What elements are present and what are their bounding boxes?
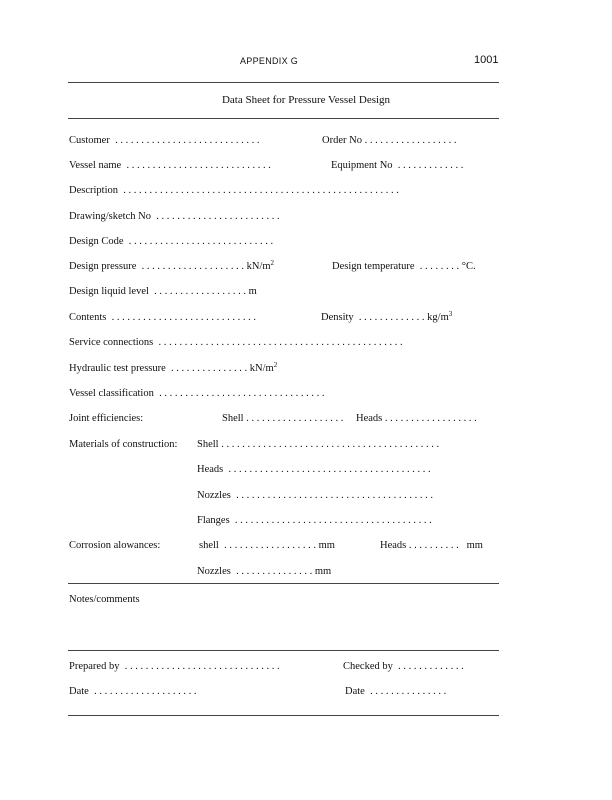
top-divider [68, 82, 499, 83]
notes-label: Notes/comments [69, 594, 140, 605]
hydraulic-test-field[interactable] [69, 363, 277, 375]
notes-divider [68, 583, 499, 584]
date-left-field[interactable]: Date . . . . . . . . . . . . . . . . . . . . [69, 686, 197, 697]
page-title: Data Sheet for Pressure Vessel Design [221, 94, 391, 106]
title-divider [68, 118, 499, 119]
contents-field[interactable]: Contents . . . . . . . . . . . . . . . . . . . . . . . . . . . . [69, 312, 256, 323]
design-pressure-text: Design pressure . . . . . . . . . . . . . . . . . . . . kN/m [69, 261, 271, 272]
customer-field[interactable]: Customer . . . . . . . . . . . . . . . . . . . . . . . . . . . . [69, 135, 260, 146]
unit-superscript: 2 [270, 259, 275, 267]
design-code-field[interactable]: Design Code . . . . . . . . . . . . . . . . . . . . . . . . . . . . [69, 236, 274, 247]
design-temperature-field[interactable]: Design temperature . . . . . . . . °C. [332, 261, 476, 272]
running-header: APPENDIX G [240, 56, 299, 66]
corrosion-shell-field[interactable]: shell . . . . . . . . . . . . . . . . . . mm [199, 540, 335, 551]
density-text: Density . . . . . . . . . . . . . kg/m [321, 312, 449, 323]
corrosion-label: Corrosion alowances: [69, 540, 161, 551]
service-connections-field[interactable]: Service connections . . . . . . . . . . . . . . . . . . . . . . . . . . . . . . . . . . . . . . . . . . . . . . . [69, 337, 403, 348]
hydraulic-text: Hydraulic test pressure . . . . . . . . . . . . . . . kN/m [69, 363, 274, 374]
material-flanges-field[interactable]: Flanges . . . . . . . . . . . . . . . . . . . . . . . . . . . . . . . . . . . . . . [197, 515, 432, 526]
design-pressure-field[interactable] [69, 261, 274, 273]
joint-shell-field[interactable]: Shell . . . . . . . . . . . . . . . . . . . [222, 413, 344, 424]
vessel-name-field[interactable]: Vessel name . . . . . . . . . . . . . . . . . . . . . . . . . . . . [69, 160, 271, 171]
page-number: 1001 [474, 54, 499, 66]
bottom-divider [68, 715, 499, 716]
material-heads-field[interactable]: Heads . . . . . . . . . . . . . . . . . . . . . . . . . . . . . . . . . . . . . . . [197, 464, 431, 475]
footer-divider [68, 650, 499, 651]
liquid-level-field[interactable]: Design liquid level . . . . . . . . . . . . . . . . . . m [69, 286, 257, 297]
corrosion-heads-field[interactable]: Heads . . . . . . . . . . mm [380, 540, 483, 551]
material-nozzles-field[interactable]: Nozzles . . . . . . . . . . . . . . . . . . . . . . . . . . . . . . . . . . . . . . [197, 490, 433, 501]
unit-superscript: 3 [448, 310, 453, 318]
date-right-field[interactable]: Date . . . . . . . . . . . . . . . [345, 686, 447, 697]
checked-by-field[interactable]: Checked by . . . . . . . . . . . . . [343, 661, 464, 672]
unit-superscript: 2 [273, 361, 278, 369]
joint-efficiencies-label: Joint efficiencies: [69, 413, 144, 424]
order-no-field[interactable]: Order No . . . . . . . . . . . . . . . . . . [322, 135, 457, 146]
classification-field[interactable]: Vessel classification . . . . . . . . . . . . . . . . . . . . . . . . . . . . . . . . [69, 388, 325, 399]
drawing-no-field[interactable]: Drawing/sketch No . . . . . . . . . . . . . . . . . . . . . . . . [69, 211, 280, 222]
description-field[interactable]: Description . . . . . . . . . . . . . . . . . . . . . . . . . . . . . . . . . . . . . . . . . . . . . . . . . . . . . [69, 185, 399, 196]
material-shell-field[interactable]: Shell . . . . . . . . . . . . . . . . . . . . . . . . . . . . . . . . . . . . . . . . . . [197, 439, 440, 450]
prepared-by-field[interactable]: Prepared by . . . . . . . . . . . . . . . . . . . . . . . . . . . . . . [69, 661, 280, 672]
materials-label: Materials of construction: [69, 439, 178, 450]
density-field[interactable] [321, 312, 452, 324]
joint-heads-field[interactable]: Heads . . . . . . . . . . . . . . . . . . [356, 413, 477, 424]
equipment-no-field[interactable]: Equipment No . . . . . . . . . . . . . [331, 160, 464, 171]
corrosion-nozzles-field[interactable]: Nozzles . . . . . . . . . . . . . . . mm [197, 566, 332, 577]
